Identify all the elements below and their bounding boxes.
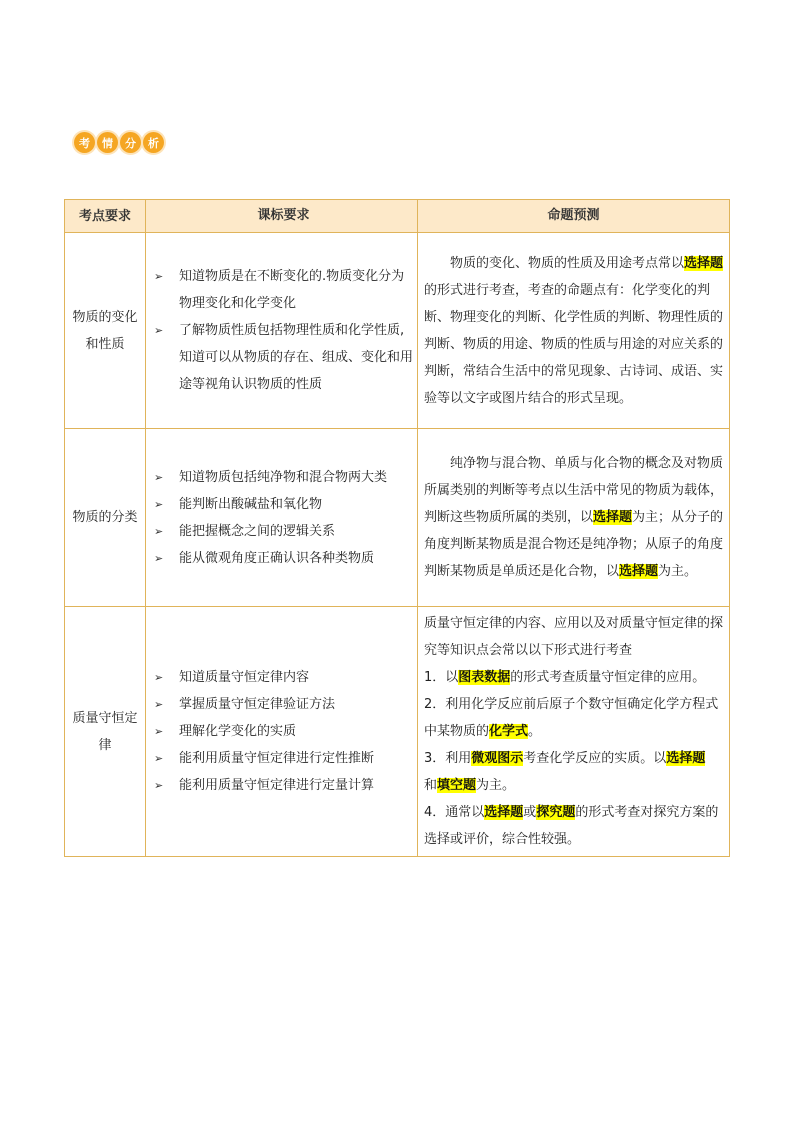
prediction-cell [418, 233, 730, 429]
arrow-bullet-icon: ➢ [154, 270, 164, 283]
list-item: ➢ 知道质量守恒定律内容 [154, 664, 413, 691]
header-prediction: 命题预测 [418, 200, 730, 233]
badge-char-3: 分 [120, 132, 141, 153]
arrow-bullet-icon: ➢ [154, 324, 164, 337]
requirements-list [154, 263, 413, 398]
arrow-bullet-icon: ➢ [154, 725, 164, 738]
highlight: 探究题 [536, 805, 576, 820]
arrow-bullet-icon: ➢ [154, 752, 164, 765]
list-item: ➢ 能利用质量守恒定律进行定量计算 [154, 772, 413, 799]
highlight: 选择题 [593, 510, 633, 525]
arrow-bullet-icon: ➢ [154, 779, 164, 792]
prediction-text: 纯净物与混合物、单质与化合物的概念及对物质所属类别的判断等考点以生活中常见的物质为载体，判断这些物质所属的类别，以选择题为主；从分子的角度判断某物质是混合物还是纯净物；从原子的角度判断某物质是单质还是化合物，以选择题为主。 [424, 456, 724, 579]
highlight: 化学式 [489, 724, 529, 739]
topic-cell: 物质的分类 [65, 429, 146, 607]
badge-char-2: 情 [97, 132, 118, 153]
arrow-bullet-icon: ➢ [154, 524, 164, 538]
badge-char-4: 析 [143, 132, 164, 153]
arrow-bullet-icon: ➢ [154, 551, 164, 565]
list-item: ➢ 理解化学变化的实质 [154, 718, 413, 745]
prediction-cell [418, 607, 730, 857]
highlight: 填空题 [437, 778, 477, 793]
requirements-cell [146, 233, 418, 429]
requirements-list [154, 464, 413, 572]
prediction-item-4: 4．通常以选择题或探究题的形式考查对探究方案的选择或评价，综合性较强。 [424, 805, 719, 847]
requirements-list [154, 664, 413, 799]
header-topic: 考点要求 [65, 200, 146, 233]
arrow-bullet-icon: ➢ [154, 470, 164, 484]
prediction-item-1: 1．以图表数据的形式考查质量守恒定律的应用。 [424, 670, 706, 685]
table-header-row [65, 200, 730, 233]
list-item: ➢ 知道物质包括纯净物和混合物两大类 [154, 464, 413, 491]
list-item: ➢ 能判断出酸碱盐和氧化物 [154, 491, 413, 518]
prediction-item-3: 3．利用微观图示考查化学反应的实质。以选择题 和填空题为主。 [424, 751, 706, 793]
section-badge [74, 132, 166, 153]
list-item: ➢ 掌握质量守恒定律验证方法 [154, 691, 413, 718]
highlight: 选择题 [666, 751, 706, 766]
list-item: ➢ 能从微观角度正确认识各种类物质 [154, 545, 413, 572]
table-row [65, 429, 730, 607]
highlight: 选择题 [684, 255, 724, 271]
prediction-item-2: 2．利用化学反应前后原子个数守恒确定化学方程式中某物质的化学式。 [424, 697, 719, 739]
arrow-bullet-icon: ➢ [154, 497, 164, 511]
arrow-bullet-icon: ➢ [154, 698, 164, 711]
list-item: ➢ 知道物质是在不断变化的.物质变化分为物理变化和化学变化 [154, 263, 413, 317]
highlight: 图表数据 [458, 670, 511, 685]
requirements-cell [146, 607, 418, 857]
list-item: ➢ 了解物质性质包括物理性质和化学性质,知道可以从物质的存在、组成、变化和用途等视角认识物质的性质 [154, 317, 413, 398]
topic-cell: 物质的变化和性质 [65, 233, 146, 429]
list-item: ➢ 能把握概念之间的逻辑关系 [154, 518, 413, 545]
badge-char-1: 考 [74, 132, 95, 153]
highlight: 微观图示 [471, 751, 524, 766]
analysis-table [64, 199, 730, 857]
requirements-cell [146, 429, 418, 607]
topic-cell: 质量守恒定律 [65, 607, 146, 857]
header-requirements: 课标要求 [146, 200, 418, 233]
list-item: ➢ 能利用质量守恒定律进行定性推断 [154, 745, 413, 772]
arrow-bullet-icon: ➢ [154, 671, 164, 684]
prediction-text: 物质的变化、物质的性质及用途考点常以选择题的形式进行考查，考查的命题点有：化学变化的判断、物理变化的判断、化学性质的判断、物理性质的判断、物质的用途、物质的性质与用途的对应关系的判断，常结合生活中的常见现象、古诗词、成语、实验等以文字或图片结合的形式呈现。 [424, 255, 724, 406]
table-row [65, 607, 730, 857]
prediction-cell [418, 429, 730, 607]
table-row [65, 233, 730, 429]
prediction-intro: 质量守恒定律的内容、应用以及对质量守恒定律的探究等知识点会常以以下形式进行考查 [424, 616, 724, 658]
highlight: 选择题 [484, 805, 524, 820]
highlight: 选择题 [619, 564, 659, 579]
